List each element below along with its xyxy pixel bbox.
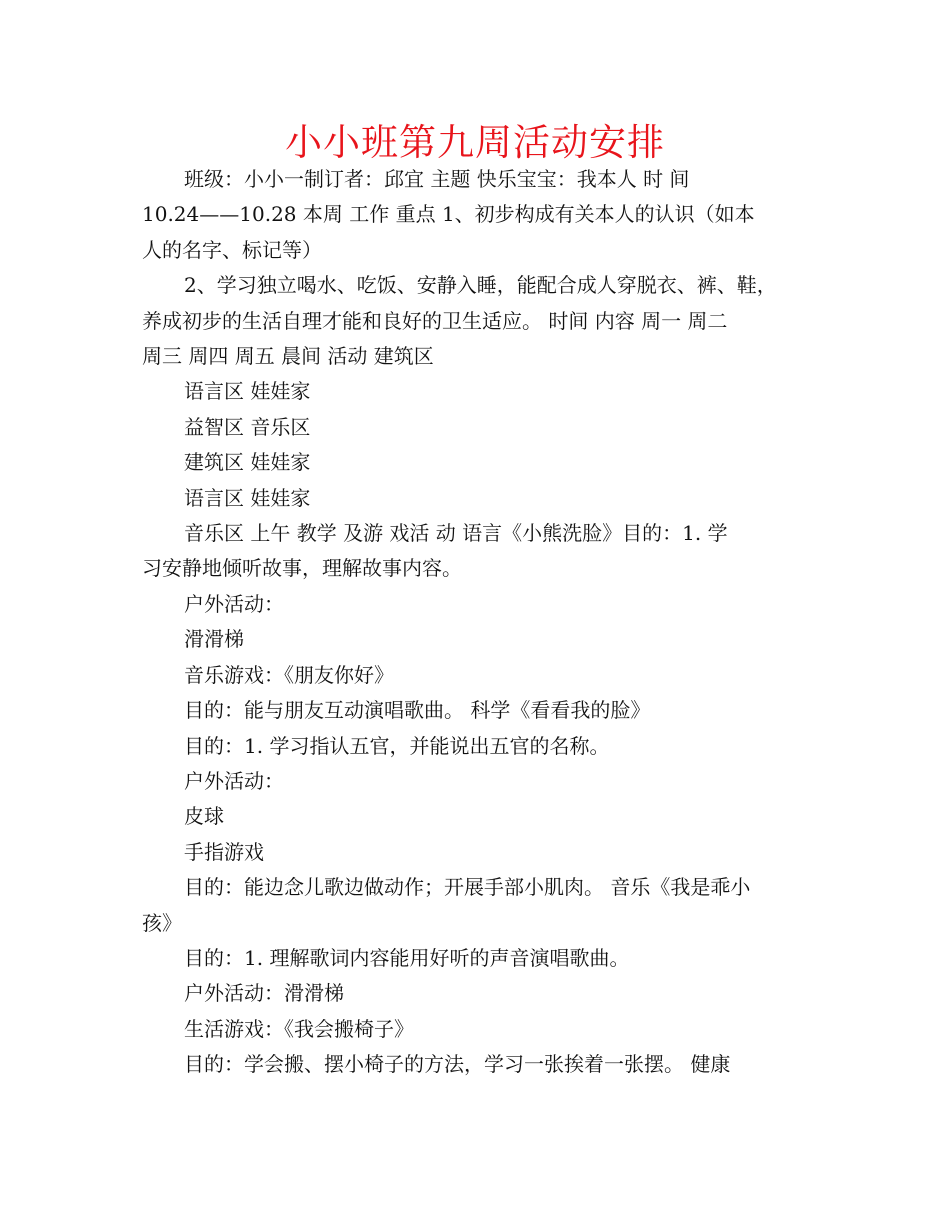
text-line: 目的：能边念儿歌边做动作；开展手部小肌肉。 音乐《我是乖小 (184, 875, 751, 900)
text-line: 音乐游戏：《朋友你好》 (184, 662, 394, 687)
paragraph (142, 835, 814, 870)
text-line: 语言区 娃娃家 (184, 485, 311, 510)
document-body (142, 162, 814, 1083)
text-line: 10.24——10.28 本周 工作 重点 1、初步构成有关本人的认识（如本 (142, 202, 755, 227)
text-line: 周三 周四 周五 晨间 活动 建筑区 (142, 344, 434, 369)
paragraph (142, 870, 814, 941)
document-title: 小小班第九周活动安排 (285, 121, 665, 164)
text-line: 2、学习独立喝水、吃饭、安静入睡，能配合成人穿脱衣、裤、鞋， (184, 273, 777, 298)
text-line: 生活游戏：《我会搬椅子》 (184, 1016, 414, 1041)
text-line: 目的：1. 学习指认五官，并能说出五官的名称。 (184, 733, 610, 758)
paragraph (142, 658, 814, 693)
paragraph (142, 445, 814, 480)
paragraph (142, 941, 814, 976)
text-line: 户外活动： (184, 768, 284, 793)
text-line: 皮球 (184, 804, 224, 829)
text-line: 养成初步的生活自理才能和良好的卫生适应。 时间 内容 周一 周二 (142, 308, 728, 333)
text-line: 习安静地倾听故事，理解故事内容。 (142, 556, 462, 581)
text-line: 语言区 娃娃家 (184, 379, 311, 404)
paragraph (142, 374, 814, 409)
text-line: 户外活动： (184, 591, 284, 616)
paragraph (142, 587, 814, 622)
paragraph (142, 729, 814, 764)
paragraph (142, 268, 814, 374)
paragraph (142, 622, 814, 657)
paragraph (142, 976, 814, 1011)
text-line: 手指游戏 (184, 839, 264, 864)
text-line: 音乐区 上午 教学 及游 戏活 动 语言《小熊洗脸》目的：1. 学 (184, 521, 728, 546)
text-line: 班级：小小一制订者：邱宜 主题 快乐宝宝：我本人 时 间 (184, 167, 690, 191)
paragraph (142, 516, 814, 587)
text-line: 益智区 音乐区 (184, 414, 311, 439)
paragraph (142, 410, 814, 445)
paragraph (142, 799, 814, 834)
text-line: 建筑区 娃娃家 (184, 450, 311, 475)
text-line: 户外活动：滑滑梯 (184, 981, 344, 1006)
paragraph (142, 1012, 814, 1047)
paragraph (142, 481, 814, 516)
paragraph (142, 693, 814, 728)
text-line: 目的：学会搬、摆小椅子的方法，学习一张挨着一张摆。 健康 (184, 1052, 731, 1077)
text-line: 目的：1. 理解歌词内容能用好听的声音演唱歌曲。 (184, 945, 630, 970)
paragraph (142, 162, 814, 268)
text-line: 滑滑梯 (184, 627, 244, 652)
paragraph (142, 1047, 814, 1082)
text-line: 目的：能与朋友互动演唱歌曲。 科学《看看我的脸》 (184, 698, 651, 723)
paragraph (142, 764, 814, 799)
text-line: 孩》 (142, 910, 182, 935)
text-line: 人的名字、标记等） (142, 237, 322, 262)
